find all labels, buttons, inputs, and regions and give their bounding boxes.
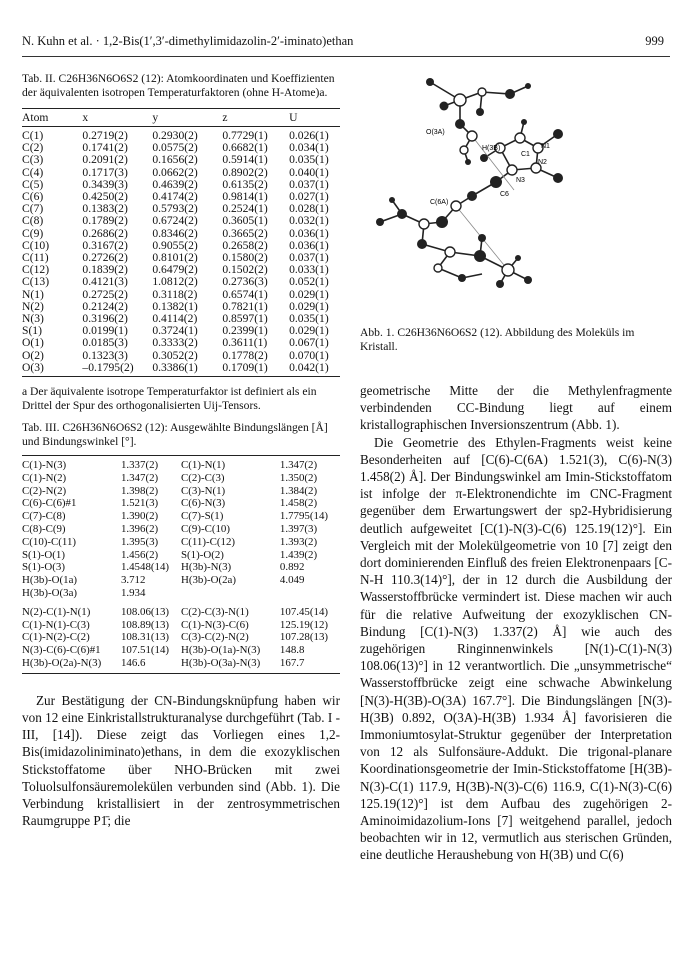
table-cell: 0.3386(1): [152, 362, 222, 377]
table-cell: 0.8597(1): [222, 312, 268, 326]
table-cell: 125.19(12): [279, 618, 329, 631]
table-cell: 0.5793(2): [152, 202, 198, 216]
table-cell: 107.51(14): [120, 644, 170, 657]
table2-column-header: x: [82, 109, 152, 127]
table-cell: H(3b)-O(3a)-N(3): [181, 657, 280, 673]
table-cell: 0.4114(2): [152, 312, 198, 326]
table-cell: 1.337(2): [121, 456, 181, 472]
table-row: [22, 497, 340, 510]
table-cell: 1.350(2): [279, 471, 318, 484]
table-cell: 0.2124(2): [82, 299, 128, 313]
table2-caption: Tab. II. C26H36N6O6S2 (12): Atomkoordinaten und Koeffizienten der äquivalenten isotropen Temperaturfaktoren (ohne H-Atome)a.: [22, 72, 335, 99]
table-row: [22, 536, 340, 549]
table-cell: C(7)-S(1): [180, 510, 224, 523]
table-cell: 0.035(1): [289, 153, 329, 167]
table-cell: 1.934: [120, 587, 146, 600]
table-cell: 4.049: [279, 574, 305, 587]
table-row: [22, 606, 340, 619]
table-cell: 1.395(3): [120, 535, 159, 548]
table2-column-header: U: [289, 109, 340, 127]
table-cell: 1.347(2): [120, 471, 159, 484]
table-cell: 0.6682(1): [222, 141, 268, 155]
table-cell: C(3): [22, 153, 44, 167]
table-row: [22, 362, 340, 377]
table-cell: 0.027(1): [289, 190, 329, 204]
table-cell: 3.712: [120, 574, 146, 587]
table-row: [22, 561, 340, 574]
figure-caption: Abb. 1. C26H36N6O6S2 (12). Abbildung des Moleküls im Kristall.: [360, 326, 635, 353]
table-cell: 0.8101(2): [152, 251, 198, 265]
table-cell: C(8)-C(9): [22, 523, 66, 536]
table-cell: 0.036(1): [289, 238, 329, 252]
table-cell: 0.6479(2): [152, 263, 198, 277]
table-cell: 0.4250(2): [82, 190, 128, 204]
table-cell: 0.026(1): [289, 129, 329, 142]
table-cell: 0.3167(2): [82, 238, 128, 252]
table-cell: [181, 587, 280, 606]
table-row: [22, 523, 340, 536]
table-cell: 0.9055(2): [152, 238, 198, 252]
running-title: N. Kuhn et al. · 1,2-Bis(1′,3′-dimethylimidazolin-2′-iminato)ethan: [22, 34, 354, 48]
running-header: [22, 34, 670, 52]
table-cell: C(9)-C(10): [180, 523, 230, 536]
table-cell: 0.7821(1): [222, 299, 268, 313]
table-row: [22, 619, 340, 632]
table-cell: 0.3439(3): [82, 177, 128, 191]
table-cell: O(1): [22, 336, 44, 350]
table-cell: C(7)-C(8): [22, 510, 66, 523]
table-row: [22, 456, 340, 472]
table-cell: 0.3605(1): [222, 214, 268, 228]
table-cell: 1.398(2): [120, 484, 159, 497]
table-cell: C(1): [22, 129, 44, 142]
table-cell: C(1)-N(3): [22, 456, 121, 472]
table2-footnote: a Der äquivalente isotrope Temperaturfaktor ist definiert als ein Drittel der Spur des orthogonalisierten Uij-Tensors.: [22, 385, 317, 413]
table-cell: 0.2524(1): [222, 202, 268, 216]
table-cell: C(2)-C(3): [180, 471, 225, 484]
table-cell: 0.7729(1): [222, 129, 268, 142]
table-cell: 0.4121(3): [82, 275, 128, 289]
table-cell: 0.1580(2): [222, 251, 268, 265]
table-cell: 107.28(13): [279, 631, 329, 644]
table-cell: 0.029(1): [289, 324, 329, 338]
body-text-left: [22, 692, 340, 830]
left-column: [22, 72, 340, 829]
table-cell: 0.3196(2): [82, 312, 128, 326]
table-row: [22, 276, 340, 288]
table-cell: 0.033(1): [289, 263, 329, 277]
table-cell: 1.0812(2): [152, 275, 198, 289]
table-cell: H(3b)-O(2a): [180, 574, 237, 587]
table-cell: 0.1709(1): [222, 362, 289, 377]
table-cell: 0.892: [279, 561, 305, 574]
table-cell: 1.7795(14): [279, 510, 329, 523]
table2-column-header: Atom: [22, 109, 82, 127]
table-cell: 1.458(2): [279, 497, 318, 510]
table-cell: 0.0199(1): [82, 324, 128, 338]
table-cell: H(3b)-O(3a): [22, 587, 78, 600]
table-cell: 0.2736(3): [222, 275, 268, 289]
table-row: [22, 228, 340, 240]
table-cell: C(10): [22, 238, 50, 252]
table-cell: C(13): [22, 275, 50, 289]
table-cell: 0.1382(1): [152, 299, 198, 313]
table-row: [22, 472, 340, 485]
table-cell: C(6)-C(6)#1: [22, 497, 77, 510]
table-cell: O(3): [22, 362, 82, 377]
table-row: [22, 644, 340, 657]
table-cell: C(11): [22, 251, 49, 265]
table-cell: 0.2399(1): [222, 324, 268, 338]
table-cell: C(2): [22, 141, 44, 155]
table-cell: –0.1795(2): [82, 362, 152, 377]
table-row: [22, 549, 340, 562]
table-cell: S(1)-O(1): [22, 548, 65, 561]
table-cell: 0.0185(3): [82, 336, 128, 350]
table-cell: 0.042(1): [289, 362, 340, 377]
table-cell: 0.6135(2): [222, 177, 268, 191]
table-cell: 0.2091(2): [82, 153, 128, 167]
table-cell: 0.5914(1): [222, 153, 268, 167]
table-row: [22, 289, 340, 301]
table-cell: 0.070(1): [289, 348, 329, 362]
table-cell: O(2): [22, 348, 44, 362]
table-cell: 1.396(2): [120, 523, 159, 536]
table-cell: 0.1502(2): [222, 263, 268, 277]
table-cell: 0.3724(1): [152, 324, 198, 338]
atom-label-o3a: O(3A): [426, 129, 445, 136]
table-cell: 0.3611(1): [222, 336, 268, 350]
table-cell: 146.6: [121, 657, 181, 673]
table-cell: 0.1789(2): [82, 214, 128, 228]
atom-label-n2: N2: [538, 159, 547, 166]
table2-column-header: z: [222, 109, 289, 127]
table-cell: [280, 587, 340, 606]
table-cell: N(2): [22, 299, 44, 313]
page-number: 999: [645, 34, 664, 48]
table-cell: C(10)-C(11): [22, 535, 77, 548]
table-cell: 108.89(13): [120, 618, 170, 631]
table-cell: 0.9814(1): [222, 190, 268, 204]
table-cell: C(1)-N(1)-C(3): [22, 618, 90, 631]
table-cell: 107.45(14): [279, 605, 329, 618]
table3-caption: Tab. III. C26H36N6O6S2 (12): Ausgewählte Bindungslängen [Å] und Bindungswinkel [°].: [22, 421, 328, 449]
table-cell: 1.384(2): [279, 484, 318, 497]
header-rule: [22, 56, 670, 57]
table-cell: 0.1383(2): [82, 202, 128, 216]
table-cell: 1.439(2): [279, 548, 318, 561]
table-cell: 0.4174(2): [152, 190, 198, 204]
atom-label-c1: C1: [521, 151, 530, 158]
table-cell: C(8): [22, 214, 44, 228]
table-cell: C(6): [22, 190, 44, 204]
table-cell: 0.1323(3): [82, 348, 128, 362]
table-cell: 0.2726(2): [82, 251, 128, 265]
table-cell: C(2)-N(2): [22, 484, 67, 497]
table-cell: C(1)-N(2)-C(2): [22, 631, 90, 644]
paragraph: Die Geometrie des Ethylen-Fragments weist keine Besonderheiten auf [C(6)-C(6A) 1.521(3), C(6)-N(3) 1.458(2) Å]. Der Bindungswinkel am Imin-Stickstoffatom ist infolge der π-Elektronendichte im CNC-Fragment gegenüber dem Erwartungswert der sp2-Hybridisierung deutlich aufgeweitet [C(1)-N(3)-C(6) 125.19(12)°]. Ein Vergleich mit der Molekülgeometrie von 10 [7] zeigt den dort dominierenden Einfluß des freien Elektronenpaars [C-N-H 110.3(14)°], der in 12 durch die Ausbildung der Wasserstoffbrücke vermindert ist. Diese machen wir auch für die relative Aufweitung der exozyklischen CN-Bindung [C(1)-N(3) 1.337(2) Å] wie auch des zugehörigen Ringinnenwinkels [N(1)-C(1)-N(3) 108.06(13)°] in 12 verantwortlich. Die „unsymmetrische“ Wasserstoffbrücke zeigt eine schwache Abwinkelung [N(3)-H(3B)-O(3A) 167.7°]. Die Bindungslängen [N(3)-H(3B) 0.892, O(3A)-H(3B) 1.934 Å] favorisieren die Immoniumtosylat-Struktur gegenüber der Interpretation von 12 als Sulfonsäure-Addukt. Die trigonal-planare Koordinationsgeometrie der Imin-Stickstoffatome [H(3B)-N(3)-C(1) 117.9, H(3B)-N(3)-C(6) 116.9, C(1)-N(3)-C(6) 125.19(12)°] ist dem Aufbau des zugehörigen 2-Aminoimidazolium-Ions [7] weitgehend parallel, jedoch beobachten wir in 12, vermutlich aus sterischen Gründen, eine deutliche Heraushebung von H(3B) und C(6): [360, 434, 672, 863]
table-cell: 0.052(1): [289, 275, 329, 289]
table2: [22, 108, 340, 377]
table-cell: 0.034(1): [289, 141, 329, 155]
table-cell: 0.037(1): [289, 251, 329, 265]
table-cell: 0.8902(2): [222, 165, 268, 179]
paragraph: Zur Bestätigung der CN-Bindungsknüpfung haben wir von 12 eine Einkristallstrukturanalyse durchgeführt (Tab. I - III, [14]). Diese zeigt das Vorliegen eines 1,2-Bis(imidazoliniminato)ethans, in dem die exozyklischen Stickstoffatome über NHO-Brücken mit zwei Toluolsulfonsäuremolekülen verbunden sind (Abb. 1). Die Verbindung kristallisiert in der zentrosymmetrischen Raumgruppe P1̄; die: [22, 692, 340, 829]
table-cell: 1.521(3): [120, 497, 159, 510]
table-cell: 0.0575(2): [152, 141, 198, 155]
table-cell: 108.06(13): [120, 605, 170, 618]
table-cell: N(3): [22, 312, 44, 326]
table-cell: 0.3118(2): [152, 287, 198, 301]
table-cell: C(9): [22, 226, 44, 240]
table-cell: C(3)-C(2)-N(2): [180, 631, 249, 644]
table-cell: H(3b)-O(1a): [22, 574, 78, 587]
table-cell: S(1): [22, 324, 42, 338]
table-cell: 167.7: [280, 657, 340, 673]
table-cell: H(3b)-N(3): [180, 561, 232, 574]
table-cell: N(1): [22, 287, 44, 301]
table3: [22, 455, 340, 674]
table-cell: C(1)-N(3)-C(6): [180, 618, 249, 631]
table-row: [22, 510, 340, 523]
table-row: [22, 657, 340, 673]
atom-label-n3: N3: [516, 177, 525, 184]
table-row: [22, 485, 340, 498]
right-column: [360, 72, 672, 864]
table-cell: 1.390(2): [120, 510, 159, 523]
table-cell: 1.456(2): [120, 548, 159, 561]
atom-label-c6a: C(6A): [430, 199, 449, 206]
table-cell: 0.6574(1): [222, 287, 268, 301]
table-cell: 0.032(1): [289, 214, 329, 228]
table-cell: 0.035(1): [289, 312, 329, 326]
table-cell: C(1)-N(2): [22, 471, 67, 484]
table-cell: 0.4639(2): [152, 177, 198, 191]
table-cell: 0.029(1): [289, 299, 329, 313]
table-cell: C(3)-N(1): [180, 484, 226, 497]
table-cell: 1.393(2): [279, 535, 318, 548]
table-cell: C(12): [22, 263, 50, 277]
table-cell: 0.1656(2): [152, 153, 198, 167]
table-cell: 0.0662(2): [152, 165, 198, 179]
atom-label-h3b: H(3B): [482, 145, 501, 152]
table-cell: 0.1778(2): [222, 348, 268, 362]
table-cell: 0.1741(2): [82, 141, 128, 155]
atom-label-n1: N1: [541, 143, 550, 150]
molecule-figure: [360, 72, 672, 320]
table-cell: 0.2719(2): [82, 129, 128, 142]
table-cell: 148.8: [279, 644, 305, 657]
table-cell: 0.029(1): [289, 287, 329, 301]
table-cell: C(4): [22, 165, 44, 179]
table-cell: C(2)-C(3)-N(1): [180, 605, 249, 618]
table-cell: 108.31(13): [120, 631, 170, 644]
table-cell: 0.028(1): [289, 202, 329, 216]
table-cell: S(1)-O(3): [22, 561, 65, 574]
atom-label-c6: C6: [500, 191, 509, 198]
table-cell: H(3b)-O(1a)-N(3): [180, 644, 261, 657]
table-cell: 0.2658(2): [222, 238, 268, 252]
table-row: [22, 574, 340, 587]
table-cell: 0.6724(2): [152, 214, 198, 228]
table-cell: C(11)-C(12): [180, 535, 236, 548]
table-row: [22, 154, 340, 166]
table-cell: 0.2930(2): [152, 129, 198, 142]
table-cell: 1.347(2): [280, 456, 340, 472]
molecule-structure-drawing: [360, 72, 672, 320]
table-cell: C(5): [22, 177, 44, 191]
paragraph: geometrische Mitte der die Methylenfragmente verbindenden CC-Bindung liegt auf einem kristallographischen Inversionszentrum (Abb. 1).: [360, 383, 672, 433]
table-cell: 0.036(1): [289, 226, 329, 240]
table-cell: 0.3665(2): [222, 226, 268, 240]
table-cell: 0.2725(2): [82, 287, 128, 301]
table-cell: S(1)-O(2): [180, 548, 224, 561]
table-row: [22, 167, 340, 179]
table-cell: 0.3333(2): [152, 336, 198, 350]
table-cell: C(6)-N(3): [180, 497, 226, 510]
body-text-right: [360, 382, 672, 864]
table-cell: 0.2686(2): [82, 226, 128, 240]
table-cell: 0.1839(2): [82, 263, 128, 277]
table-cell: N(2)-C(1)-N(1): [22, 605, 91, 618]
table-cell: C(7): [22, 202, 44, 216]
table-cell: 0.3052(2): [152, 348, 198, 362]
table-cell: 1.4548(14): [120, 561, 170, 574]
table-row: [22, 215, 340, 227]
table-cell: H(3b)-O(2a)-N(3): [22, 657, 121, 673]
table-cell: 0.067(1): [289, 336, 329, 350]
table-cell: 0.8346(2): [152, 226, 198, 240]
table-row: [22, 631, 340, 644]
table-cell: C(1)-N(1): [181, 456, 280, 472]
table-cell: 0.037(1): [289, 177, 329, 191]
table-cell: N(3)-C(6)-C(6)#1: [22, 644, 101, 657]
table-row: [22, 337, 340, 349]
table-cell: 0.040(1): [289, 165, 329, 179]
table2-column-header: y: [152, 109, 222, 127]
table-cell: 1.397(3): [279, 523, 318, 536]
table-cell: 0.1717(3): [82, 165, 128, 179]
table-row: [22, 127, 340, 143]
table-row: [22, 587, 340, 606]
